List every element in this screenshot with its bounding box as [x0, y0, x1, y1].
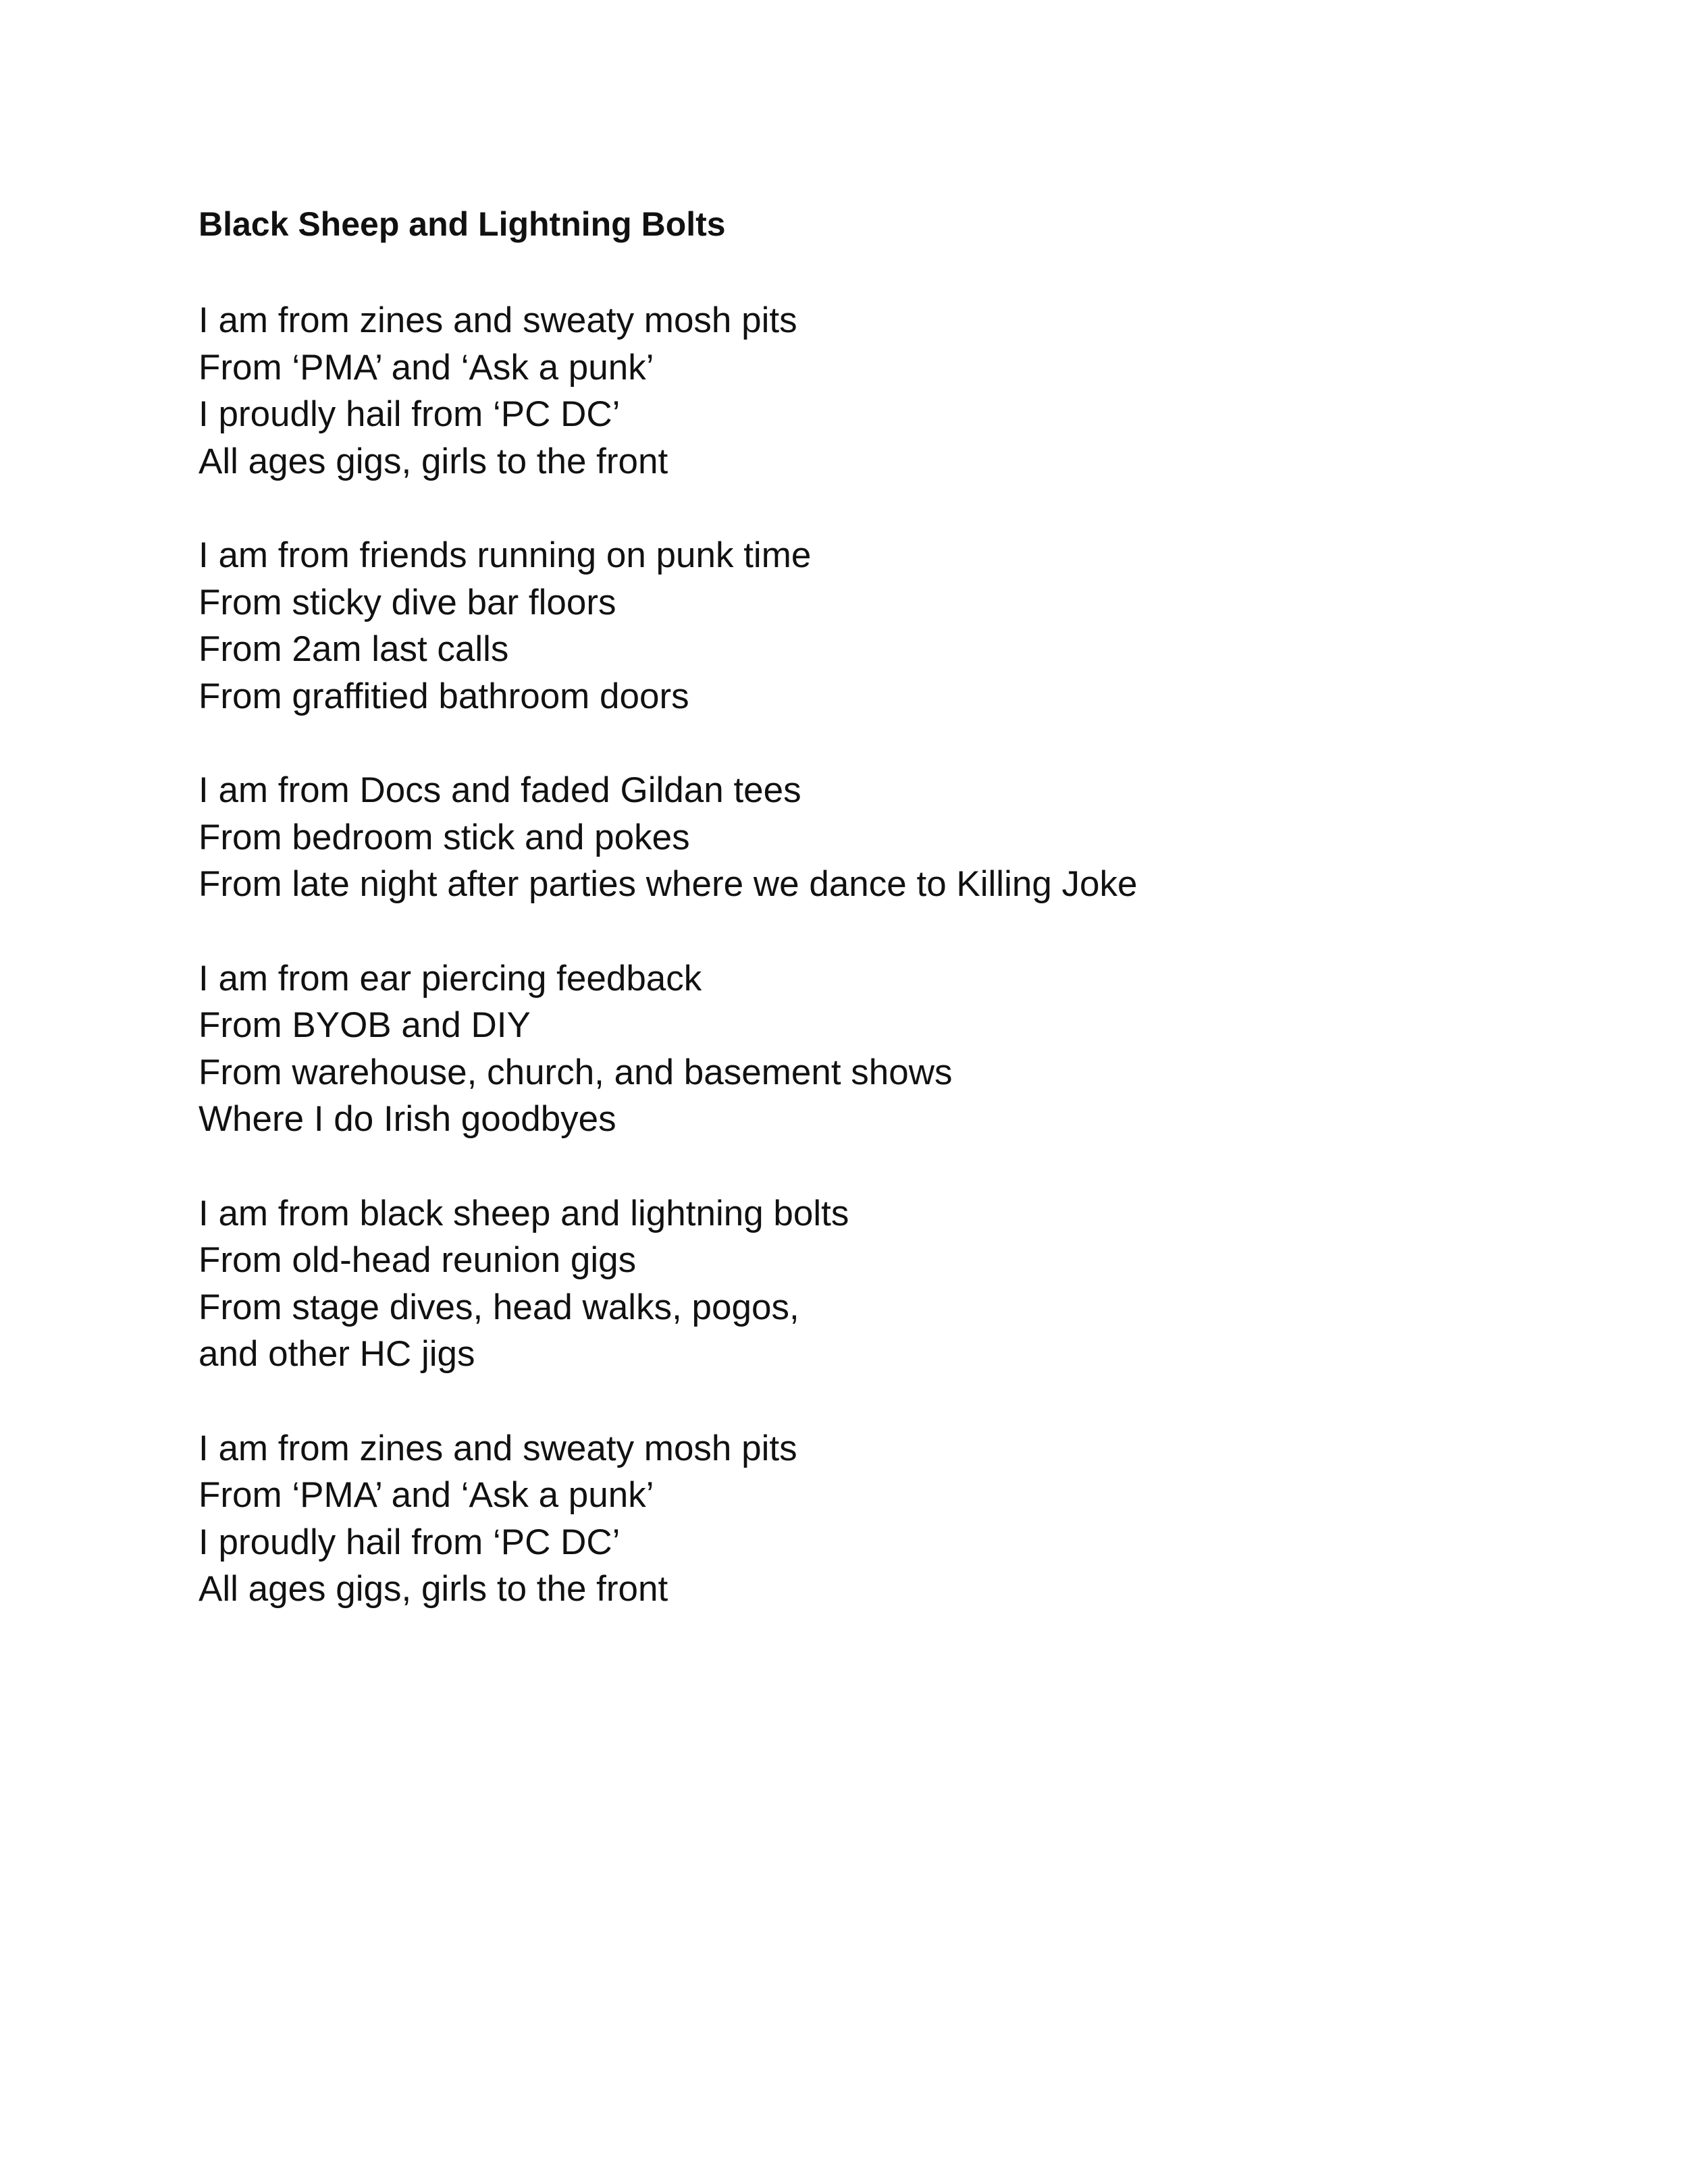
- stanza-5: [199, 1190, 1549, 1378]
- poem-line: From warehouse, church, and basement shows: [199, 1052, 953, 1092]
- poem-line: From late night after parties where we dance to Killing Joke: [199, 864, 1138, 904]
- poem-line: I am from zines and sweaty mosh pits: [199, 300, 797, 340]
- poem-line: I proudly hail from ‘PC DC’: [199, 394, 621, 434]
- poem-content: [199, 203, 1549, 1660]
- poem-line: I am from Docs and faded Gildan tees: [199, 770, 801, 810]
- poem-line: From stage dives, head walks, pogos,: [199, 1287, 799, 1327]
- poem-line: I am from zines and sweaty mosh pits: [199, 1428, 797, 1468]
- poem-line: From ‘PMA’ and ‘Ask a punk’: [199, 1475, 654, 1515]
- poem-line: Where I do Irish goodbyes: [199, 1099, 616, 1139]
- poem-line: I proudly hail from ‘PC DC’: [199, 1522, 621, 1562]
- poem-line: All ages gigs, girls to the front: [199, 1569, 668, 1609]
- poem-line: From BYOB and DIY: [199, 1005, 531, 1045]
- poem-line: and other HC jigs: [199, 1334, 475, 1374]
- poem-line: I am from friends running on punk time: [199, 535, 812, 575]
- poem-line: From old-head reunion gigs: [199, 1240, 637, 1280]
- poem-line: I am from ear piercing feedback: [199, 958, 702, 998]
- poem-title: Black Sheep and Lightning Bolts: [199, 205, 726, 243]
- poem-line: From ‘PMA’ and ‘Ask a punk’: [199, 347, 654, 388]
- poem-line: From sticky dive bar floors: [199, 582, 616, 622]
- stanza-3: [199, 767, 1549, 908]
- poem-line: I am from black sheep and lightning bolts: [199, 1193, 849, 1233]
- poem-line: From bedroom stick and pokes: [199, 817, 690, 857]
- stanza-2: [199, 532, 1549, 720]
- stanza-1: [199, 297, 1549, 485]
- poem-line: From 2am last calls: [199, 629, 509, 669]
- stanza-4: [199, 955, 1549, 1143]
- poem-line: From graffitied bathroom doors: [199, 676, 689, 716]
- stanza-6: [199, 1425, 1549, 1613]
- poem-line: All ages gigs, girls to the front: [199, 441, 668, 481]
